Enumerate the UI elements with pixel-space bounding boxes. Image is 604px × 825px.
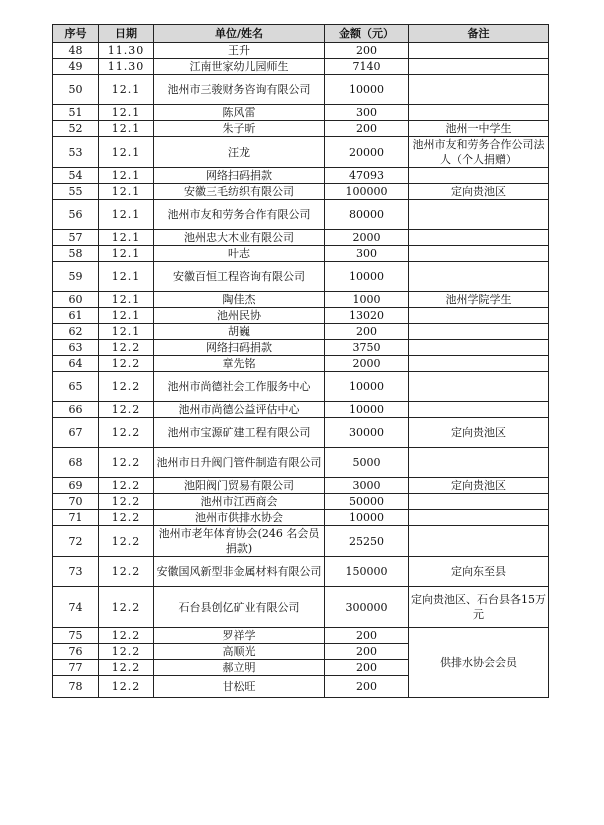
cell-note <box>409 200 549 230</box>
cell-note: 定向贵池区 <box>409 478 549 494</box>
cell-no: 60 <box>53 292 99 308</box>
cell-no: 76 <box>53 644 99 660</box>
cell-date: 12.2 <box>99 340 154 356</box>
cell-note <box>409 510 549 526</box>
cell-amount: 200 <box>325 660 409 676</box>
cell-no: 74 <box>53 587 99 628</box>
table-row <box>53 324 549 340</box>
header-row <box>53 25 549 43</box>
cell-date: 12.1 <box>99 184 154 200</box>
cell-amount: 47093 <box>325 168 409 184</box>
cell-amount: 10000 <box>325 372 409 402</box>
cell-name: 池州市尚德公益评估中心 <box>154 402 325 418</box>
cell-name: 陈风雷 <box>154 105 325 121</box>
cell-amount: 20000 <box>325 137 409 168</box>
cell-amount: 200 <box>325 644 409 660</box>
cell-note <box>409 356 549 372</box>
header-amount: 金额（元） <box>325 25 409 43</box>
cell-amount: 200 <box>325 43 409 59</box>
table-row <box>53 308 549 324</box>
cell-date: 12.1 <box>99 200 154 230</box>
cell-date: 12.1 <box>99 262 154 292</box>
cell-date: 12.1 <box>99 292 154 308</box>
cell-amount: 2000 <box>325 356 409 372</box>
cell-no: 48 <box>53 43 99 59</box>
cell-date: 12.2 <box>99 494 154 510</box>
table-row <box>53 340 549 356</box>
cell-no: 56 <box>53 200 99 230</box>
cell-date: 12.2 <box>99 628 154 644</box>
cell-amount: 200 <box>325 121 409 137</box>
cell-amount: 200 <box>325 676 409 698</box>
cell-amount: 10000 <box>325 262 409 292</box>
cell-name: 甘松旺 <box>154 676 325 698</box>
cell-no: 58 <box>53 246 99 262</box>
header-name: 单位/姓名 <box>154 25 325 43</box>
cell-amount: 10000 <box>325 75 409 105</box>
cell-name: 章先铭 <box>154 356 325 372</box>
header-no: 序号 <box>53 25 99 43</box>
cell-date: 12.1 <box>99 230 154 246</box>
cell-name: 安徽百恒工程咨询有限公司 <box>154 262 325 292</box>
table-row <box>53 137 549 168</box>
cell-note <box>409 59 549 75</box>
cell-note <box>409 308 549 324</box>
cell-amount: 200 <box>325 628 409 644</box>
cell-no: 55 <box>53 184 99 200</box>
cell-amount: 10000 <box>325 510 409 526</box>
table-row <box>53 418 549 448</box>
cell-note <box>409 324 549 340</box>
cell-name: 池州民协 <box>154 308 325 324</box>
cell-date: 12.1 <box>99 75 154 105</box>
cell-date: 12.1 <box>99 137 154 168</box>
header-note: 备注 <box>409 25 549 43</box>
cell-name: 池州市宝源矿建工程有限公司 <box>154 418 325 448</box>
cell-amount: 30000 <box>325 418 409 448</box>
cell-note: 池州市友和劳务合作公司法人（个人捐赠） <box>409 137 549 168</box>
table-row <box>53 494 549 510</box>
cell-no: 78 <box>53 676 99 698</box>
cell-date: 12.1 <box>99 105 154 121</box>
cell-name: 王升 <box>154 43 325 59</box>
table-row <box>53 184 549 200</box>
table-row <box>53 105 549 121</box>
cell-name: 网络扫码捐款 <box>154 340 325 356</box>
cell-amount: 100000 <box>325 184 409 200</box>
cell-no: 62 <box>53 324 99 340</box>
table-row <box>53 402 549 418</box>
cell-note <box>409 230 549 246</box>
cell-no: 77 <box>53 660 99 676</box>
cell-no: 66 <box>53 402 99 418</box>
donation-table <box>52 24 549 698</box>
cell-date: 12.2 <box>99 676 154 698</box>
cell-name: 石台县创亿矿业有限公司 <box>154 587 325 628</box>
cell-amount: 2000 <box>325 230 409 246</box>
cell-name: 高顺光 <box>154 644 325 660</box>
cell-date: 12.2 <box>99 557 154 587</box>
cell-amount: 3000 <box>325 478 409 494</box>
table-row <box>53 230 549 246</box>
cell-name: 汪龙 <box>154 137 325 168</box>
cell-name: 江南世家幼儿园师生 <box>154 59 325 75</box>
cell-amount: 80000 <box>325 200 409 230</box>
table-row <box>53 356 549 372</box>
table-row <box>53 526 549 557</box>
table-row <box>53 557 549 587</box>
table-row <box>53 246 549 262</box>
cell-name: 朱子昕 <box>154 121 325 137</box>
cell-no: 52 <box>53 121 99 137</box>
cell-name: 池州市尚德社会工作服务中心 <box>154 372 325 402</box>
cell-date: 11.30 <box>99 59 154 75</box>
cell-note: 定向贵池区、石台县各15万元 <box>409 587 549 628</box>
cell-note <box>409 372 549 402</box>
cell-name: 池州市日升阀门管件制造有限公司 <box>154 448 325 478</box>
cell-amount: 50000 <box>325 494 409 510</box>
cell-name: 池州忠大木业有限公司 <box>154 230 325 246</box>
cell-name: 池州市友和劳务合作有限公司 <box>154 200 325 230</box>
table-row <box>53 628 549 644</box>
cell-name: 池州市供排水协会 <box>154 510 325 526</box>
cell-date: 12.2 <box>99 448 154 478</box>
cell-note-merged: 供排水协会会员 <box>409 628 549 698</box>
table-row <box>53 587 549 628</box>
cell-amount: 300000 <box>325 587 409 628</box>
cell-no: 65 <box>53 372 99 402</box>
cell-no: 49 <box>53 59 99 75</box>
cell-date: 12.2 <box>99 510 154 526</box>
cell-no: 69 <box>53 478 99 494</box>
cell-amount: 10000 <box>325 402 409 418</box>
cell-name: 池州市江西商会 <box>154 494 325 510</box>
cell-amount: 150000 <box>325 557 409 587</box>
cell-date: 12.1 <box>99 246 154 262</box>
cell-date: 12.1 <box>99 168 154 184</box>
cell-date: 12.2 <box>99 418 154 448</box>
cell-date: 12.2 <box>99 478 154 494</box>
table-row <box>53 510 549 526</box>
cell-no: 68 <box>53 448 99 478</box>
cell-no: 63 <box>53 340 99 356</box>
cell-amount: 25250 <box>325 526 409 557</box>
cell-note <box>409 75 549 105</box>
cell-name: 安徽三毛纺织有限公司 <box>154 184 325 200</box>
cell-note: 定向东至县 <box>409 557 549 587</box>
cell-amount: 3750 <box>325 340 409 356</box>
cell-date: 12.2 <box>99 356 154 372</box>
table-row <box>53 75 549 105</box>
cell-name: 胡巍 <box>154 324 325 340</box>
table-row <box>53 43 549 59</box>
cell-name: 安徽国风新型非金属材料有限公司 <box>154 557 325 587</box>
cell-no: 72 <box>53 526 99 557</box>
cell-no: 57 <box>53 230 99 246</box>
table-row <box>53 168 549 184</box>
table-row <box>53 59 549 75</box>
cell-name: 网络扫码捐款 <box>154 168 325 184</box>
cell-note: 定向贵池区 <box>409 418 549 448</box>
cell-note: 定向贵池区 <box>409 184 549 200</box>
table-row <box>53 448 549 478</box>
cell-date: 12.1 <box>99 308 154 324</box>
table-row <box>53 372 549 402</box>
cell-name: 陶佳杰 <box>154 292 325 308</box>
cell-note <box>409 246 549 262</box>
header-date: 日期 <box>99 25 154 43</box>
cell-amount: 1000 <box>325 292 409 308</box>
cell-note: 池州学院学生 <box>409 292 549 308</box>
cell-no: 71 <box>53 510 99 526</box>
cell-amount: 300 <box>325 105 409 121</box>
cell-note <box>409 340 549 356</box>
cell-note <box>409 526 549 557</box>
cell-no: 73 <box>53 557 99 587</box>
cell-amount: 7140 <box>325 59 409 75</box>
table-body <box>53 43 549 698</box>
table-row <box>53 121 549 137</box>
cell-date: 12.2 <box>99 644 154 660</box>
cell-no: 61 <box>53 308 99 324</box>
cell-date: 12.1 <box>99 324 154 340</box>
cell-name: 池州市老年体育协会(246 名会员捐款) <box>154 526 325 557</box>
table-row <box>53 478 549 494</box>
cell-no: 50 <box>53 75 99 105</box>
cell-no: 54 <box>53 168 99 184</box>
cell-amount: 5000 <box>325 448 409 478</box>
cell-name: 池阳阀门贸易有限公司 <box>154 478 325 494</box>
cell-name: 池州市三骏财务咨询有限公司 <box>154 75 325 105</box>
cell-name: 罗祥学 <box>154 628 325 644</box>
cell-no: 75 <box>53 628 99 644</box>
cell-note: 池州一中学生 <box>409 121 549 137</box>
cell-amount: 200 <box>325 324 409 340</box>
table-row <box>53 200 549 230</box>
table-row <box>53 262 549 292</box>
cell-date: 12.2 <box>99 372 154 402</box>
cell-note <box>409 168 549 184</box>
cell-no: 51 <box>53 105 99 121</box>
cell-no: 64 <box>53 356 99 372</box>
cell-name: 叶志 <box>154 246 325 262</box>
cell-no: 53 <box>53 137 99 168</box>
cell-note <box>409 43 549 59</box>
cell-date: 12.2 <box>99 660 154 676</box>
cell-amount: 300 <box>325 246 409 262</box>
cell-no: 59 <box>53 262 99 292</box>
cell-date: 12.1 <box>99 121 154 137</box>
cell-date: 11.30 <box>99 43 154 59</box>
cell-date: 12.2 <box>99 587 154 628</box>
cell-no: 70 <box>53 494 99 510</box>
cell-date: 12.2 <box>99 402 154 418</box>
cell-note <box>409 262 549 292</box>
table-row <box>53 292 549 308</box>
cell-amount: 13020 <box>325 308 409 324</box>
cell-no: 67 <box>53 418 99 448</box>
cell-note <box>409 494 549 510</box>
cell-note <box>409 402 549 418</box>
cell-name: 郝立明 <box>154 660 325 676</box>
cell-note <box>409 448 549 478</box>
cell-date: 12.2 <box>99 526 154 557</box>
cell-note <box>409 105 549 121</box>
